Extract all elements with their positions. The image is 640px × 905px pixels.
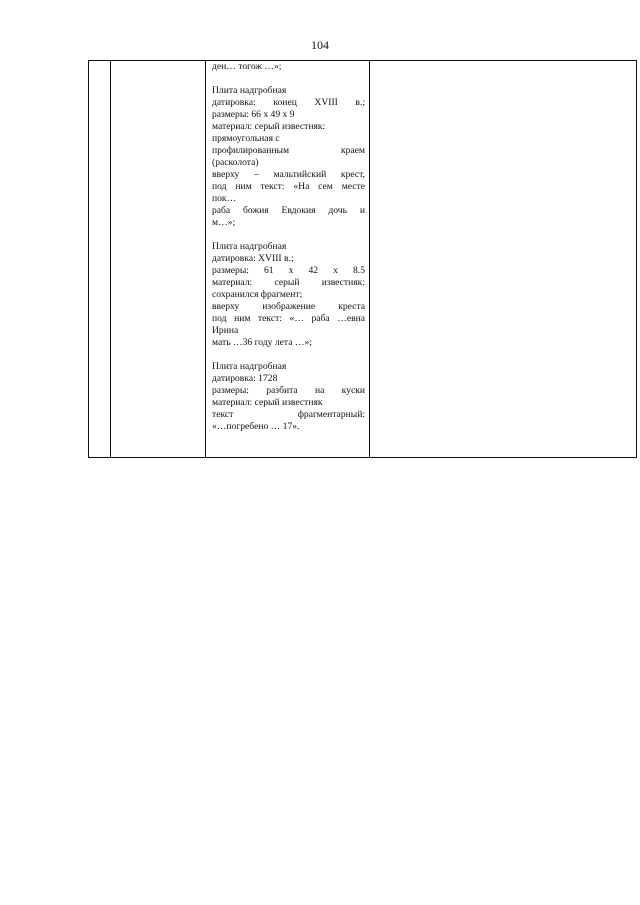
entry-line: текст фрагментарный: — [212, 409, 365, 420]
entry-line: (расколота) — [212, 157, 259, 168]
entry-line: раба божия Евдокия дочь и — [212, 205, 365, 216]
tombstone-entry — [212, 361, 365, 433]
entry-title: Плита надгробная — [212, 241, 287, 252]
tombstone-entry — [212, 85, 365, 229]
entry-line: материал: серый известняк: — [212, 121, 326, 132]
entry-line: вверху изображение креста — [212, 301, 365, 312]
entry-line: «…погребено … 17». — [212, 421, 300, 432]
entry-line: размеры: разбита на куски — [212, 385, 365, 396]
entry-line: датировка: XVIII в.; — [212, 253, 294, 264]
inventory-table — [88, 60, 637, 458]
entries-list — [212, 85, 365, 433]
text-line: ден… тогож …»; — [212, 61, 282, 72]
entry-line: датировка: конец XVIII в.; — [212, 97, 365, 108]
description-cell — [206, 61, 370, 458]
entry-line: Ирина — [212, 325, 239, 336]
index-cell — [89, 61, 111, 458]
entry-line: вверху – мальтийский крест, — [212, 169, 365, 180]
entry-title: Плита надгробная — [212, 361, 287, 372]
name-cell — [111, 61, 206, 458]
table-row — [89, 61, 637, 458]
entry-line: мать …36 году лета …»; — [212, 337, 312, 348]
entry-line: под ним текст: «На сем месте — [212, 181, 365, 192]
entry-line: размеры: 61 х 42 х 8.5 — [212, 265, 365, 276]
page-number: 104 — [311, 38, 329, 52]
entry-line: под ним текст: «… раба …евна — [212, 313, 365, 324]
entry-line: м…»; — [212, 217, 236, 228]
notes-cell — [370, 61, 637, 458]
continuation-text — [212, 61, 365, 73]
entry-line: датировка: 1728 — [212, 373, 278, 384]
entry-line: размеры: 66 х 49 х 9 — [212, 109, 295, 120]
entry-line: профилированным краем — [212, 145, 365, 156]
entry-line: прямоугольная с — [212, 133, 280, 144]
entry-title: Плита надгробная — [212, 85, 287, 96]
entry-line: материал: серый известняк: — [212, 277, 365, 288]
entry-line: пок… — [212, 193, 237, 204]
entry-line: сохранился фрагмент; — [212, 289, 303, 300]
tombstone-entry — [212, 241, 365, 349]
entry-line: материал: серый известняк — [212, 397, 323, 408]
